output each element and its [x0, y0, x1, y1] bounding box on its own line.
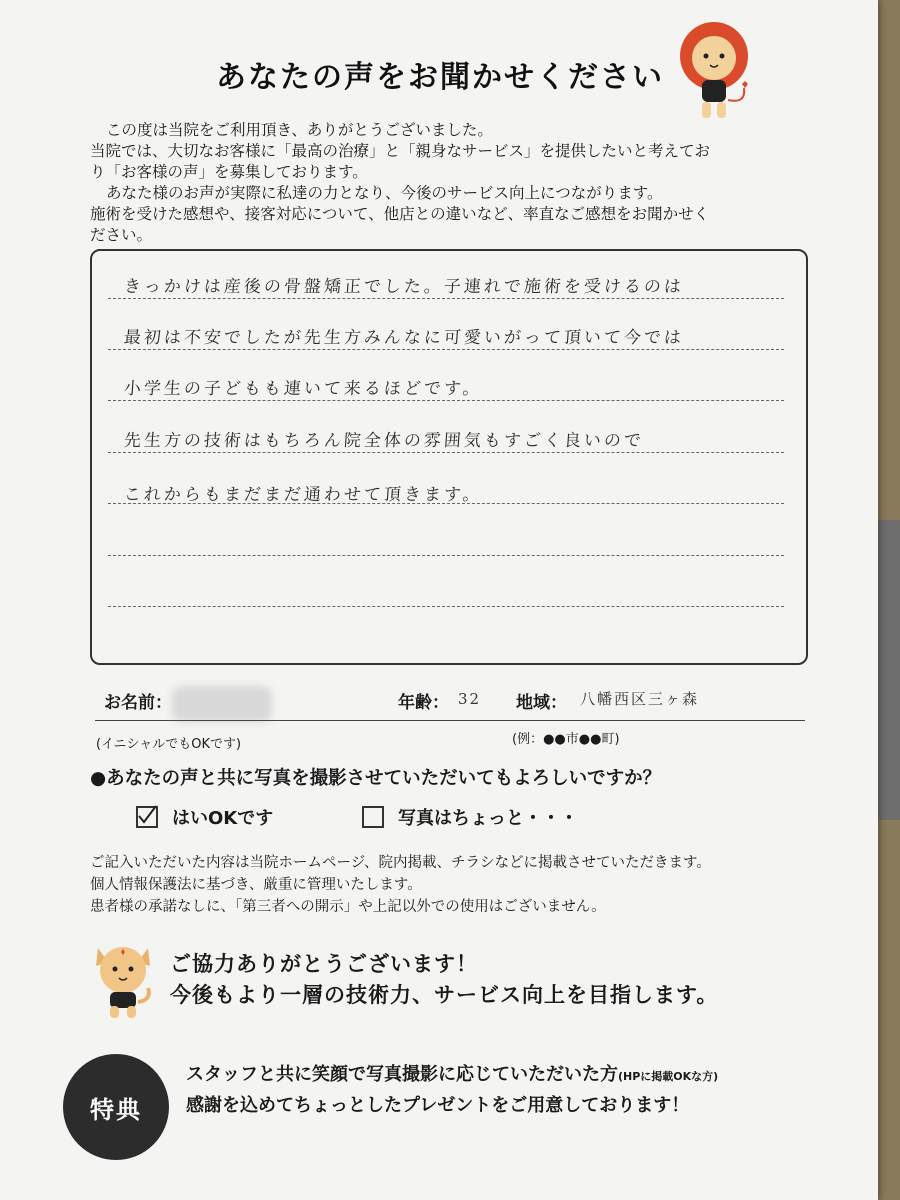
comment-line: [108, 298, 784, 299]
intro-line: この度は当院をご利用頂き、ありがとうございました。: [106, 121, 493, 139]
age-value: 32: [458, 690, 482, 708]
privacy-notes: [90, 852, 711, 918]
photo-question: ●あなたの声と共に写真を撮影させていただいてもよろしいですか？: [90, 768, 662, 789]
benefit-text: [186, 1060, 718, 1120]
age-label: 年齢：: [398, 693, 449, 713]
comment-line: [108, 349, 784, 350]
lion-mascot-icon: [676, 18, 756, 128]
no-option-label: 写真はちょっと・・・: [398, 808, 578, 829]
redacted-name: [172, 686, 272, 722]
cat-mascot-icon: [88, 938, 158, 1020]
benefit-badge: 特典: [63, 1054, 169, 1160]
handwritten-comment: 先生方の技術はもちろん院全体の雰囲気もすごく良いので: [123, 431, 645, 451]
note-line: 患者様の承諾なしに、「第三者への開示」や上記以外での使用はございません。: [90, 899, 606, 915]
name-label: お名前：: [104, 693, 172, 713]
form-underline: [95, 720, 805, 721]
thanks-message: [170, 949, 718, 1011]
note-line: 個人情報保護法に基づき、厳重に管理いたします。: [90, 877, 422, 893]
yes-checkbox[interactable]: [136, 806, 158, 828]
intro-line: り「お客様の声」を募集しております。: [90, 163, 368, 181]
intro-line: ださい。: [90, 226, 153, 244]
comment-line: [108, 606, 784, 607]
handwritten-comment: 小学生の子どもも連いて来るほどです。: [123, 379, 484, 399]
page-title: あなたの声をお聞かせください: [216, 60, 664, 95]
comment-line: [108, 400, 784, 401]
intro-text: [90, 120, 800, 246]
intro-line: 当院では、大切なお客様に「最高の治療」と「親身なサービス」を提供したいと考えてお: [90, 142, 711, 160]
comment-line: [108, 452, 784, 453]
checkmark-icon: [136, 802, 158, 824]
thanks-line: ご協力ありがとうございます！: [170, 952, 478, 976]
name-note: (イニシャルでもOKです): [96, 737, 242, 752]
thanks-line: 今後もより一層の技術力、サービス向上を目指します。: [170, 983, 719, 1007]
no-checkbox[interactable]: [362, 806, 384, 828]
area-value: 八幡西区三ヶ森: [580, 690, 700, 708]
benefit-line: スタッフと共に笑顔で写真撮影に応じていただいた方: [186, 1064, 618, 1085]
handwritten-comment: 最初は不安でしたが先生方みんなに可愛いがって頂いて今では: [123, 328, 685, 348]
benefit-note: (HPに掲載OKな方): [618, 1070, 719, 1083]
comment-box: [90, 249, 808, 665]
comment-line: [108, 555, 784, 556]
handwritten-comment: これからもまだまだ通わせて頂きます。: [123, 485, 484, 505]
area-label: 地域：: [516, 693, 567, 713]
intro-line: あなた様のお声が実際に私達の力となり、今後のサービス向上につながります。: [106, 184, 663, 202]
note-line: ご記入いただいた内容は当院ホームページ、院内掲載、チラシなどに掲載させていただきます。: [90, 855, 711, 871]
yes-option-label: はいOKです: [172, 808, 274, 829]
intro-line: 施術を受けた感想や、接客対応について、他店との違いなど、率直なご感想をお聞かせく: [90, 205, 710, 223]
handwritten-comment: きっかけは産後の骨盤矯正でした。子連れで施術を受けるのは: [123, 277, 685, 297]
benefit-line: 感謝を込めてちょっとしたプレゼントをご用意しております！: [186, 1095, 690, 1116]
area-note: (例：●●市●●町): [512, 732, 620, 747]
